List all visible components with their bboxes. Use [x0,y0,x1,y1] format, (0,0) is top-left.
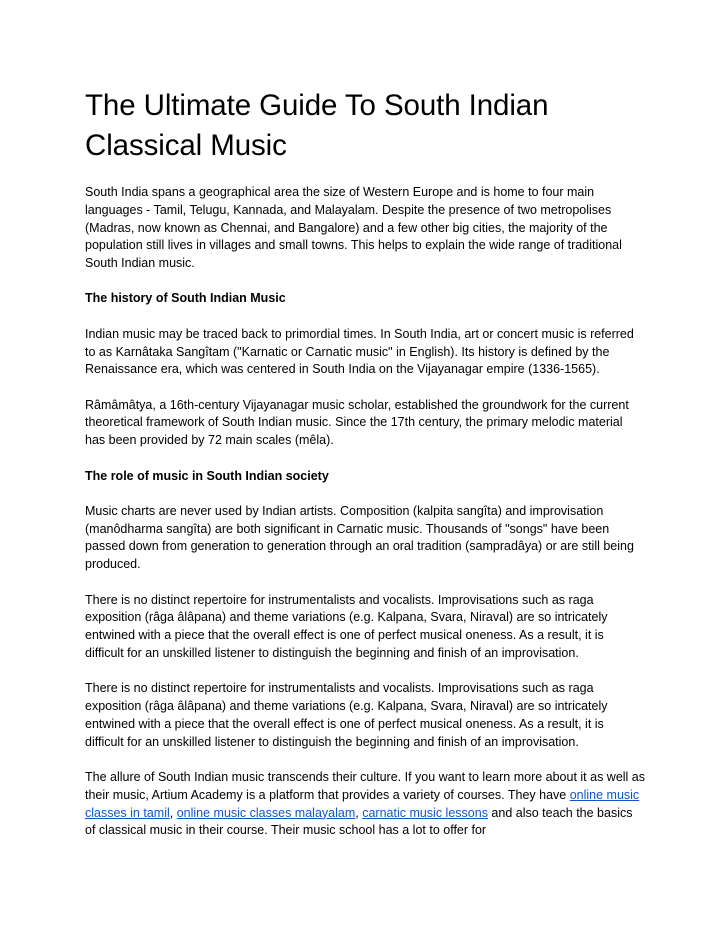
final-paragraph-end: and also teach the basics of classical music in their course. Their music school has a lot to offer for [85,805,633,838]
role-paragraph-1: Music charts are never used by Indian artists. Composition (kalpita sangîta) and improvisation (manôdharma sangîta) are both significant in Carnatic music. Thousands of "songs" have been passed down from generation to generation through an oral tradition (sampradâya) or are still being produced. [85,503,634,572]
history-paragraph-1: Indian music may be traced back to primordial times. In South India, art or concert music is referred to as Karnâtaka Sangîtam ("Karnatic or Carnatic music" in English). Its history is defined by the Renaissance era, which was centered in South India on the Vijayanagar empire (1336-1565). [85,326,634,377]
link-separator-1: , [169,805,177,820]
document-content [85,86,645,840]
intro-paragraph: South India spans a geographical area the size of Western Europe and is home to four main languages - Tamil, Telugu, Kannada, and Malayalam. Despite the presence of two metropolises (Madras, now known as Chennai, and Bangalore) and a few other big cities, the majority of the population still lives in villages and small towns. This helps to explain the wide range of traditional South Indian music. [85,185,622,271]
role-paragraph-2: There is no distinct repertoire for instrumentalists and vocalists. Improvisations such as raga exposition (râga âlâpana) and theme variations (e.g. Kalpana, Svara, Niraval) are so intricately entwined with a piece that the overall effect is one of perfect musical oneness. As a result, it is difficult for an unskilled listener to distinguish the beginning and finish of an improvisation. [85,592,608,660]
document-title: The Ultimate Guide To South Indian Classical Music [85,89,549,162]
history-heading: The history of South Indian Music [85,291,286,306]
final-paragraph-start: The allure of South Indian music transcends their culture. If you want to learn more about it as well as their music, Artium Academy is a platform that provides a variety of courses. They have [85,769,646,802]
final-paragraph [85,769,645,840]
link-online-music-classes-malayalam[interactable]: online music classes malayalam [176,805,356,820]
link-online-music-classes-tamil[interactable]: online music classes in tamil [85,787,640,820]
history-paragraph-2: Râmâmâtya, a 16th-century Vijayanagar music scholar, established the groundwork for the current theoretical framework of South Indian music. Since the 17th century, the primary melodic material has been provided by 72 main scales (mêla). [85,397,629,448]
role-paragraph-3: There is no distinct repertoire for instrumentalists and vocalists. Improvisations such as raga exposition (râga âlâpana) and theme variations (e.g. Kalpana, Svara, Niraval) are so intricately entwined with a piece that the overall effect is one of perfect musical oneness. As a result, it is difficult for an unskilled listener to distinguish the beginning and finish of an improvisation. [85,681,608,749]
link-carnatic-music-lessons[interactable]: carnatic music lessons [362,805,488,820]
role-heading: The role of music in South Indian society [85,468,329,483]
link-separator-2: , [355,805,363,820]
